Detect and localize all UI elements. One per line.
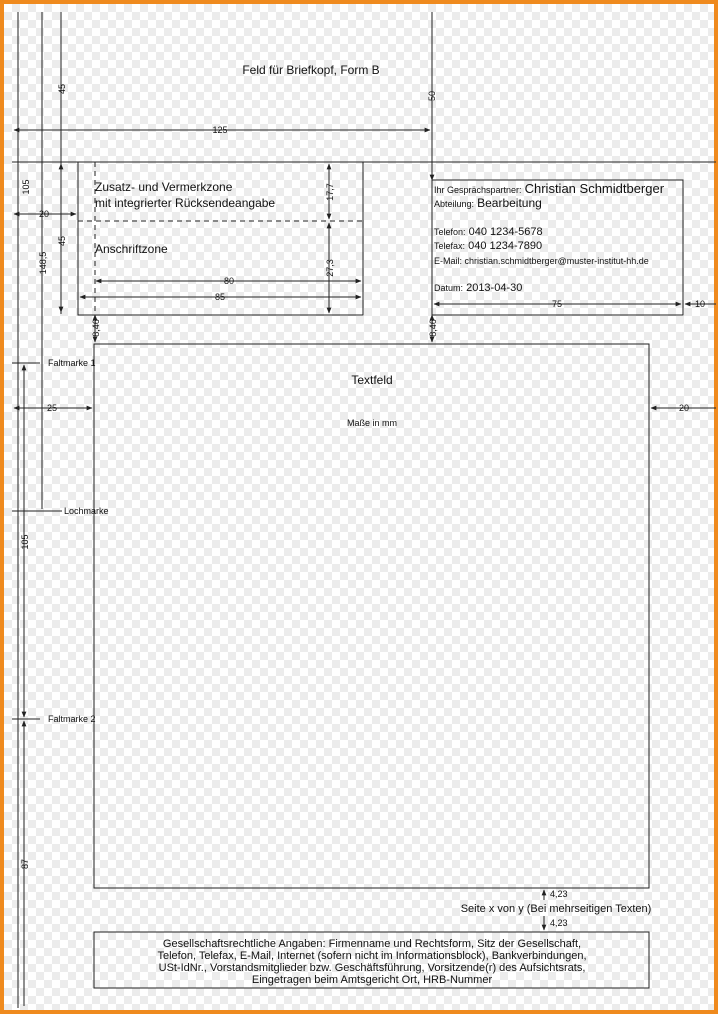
- info-date: [434, 282, 522, 294]
- fax-label: Telefax:: [434, 241, 466, 251]
- dim-label-20-right: 20: [678, 403, 690, 413]
- date-label: Datum:: [434, 283, 464, 293]
- email-value: christian.schmidtberger@muster-institut-hh.de: [464, 256, 649, 266]
- contact-label: Ihr Gesprächspartner:: [434, 185, 522, 195]
- dim-label-50: 50: [427, 90, 437, 102]
- fold-mark-2-label: Faltmarke 2: [48, 714, 96, 724]
- text-field-title: Textfeld: [351, 373, 393, 387]
- info-contact: [434, 181, 665, 196]
- page-number-label: Seite x von y (Bei mehrseitigen Texten): [460, 903, 652, 915]
- date-value: 2013-04-30: [466, 282, 523, 294]
- info-phone: [434, 226, 543, 238]
- dim-label-80: 80: [223, 276, 235, 286]
- dim-label-4-23-a: 4,23: [550, 889, 568, 899]
- hole-mark-label: Lochmarke: [64, 506, 109, 516]
- fax-value: 040 1234-7890: [468, 240, 543, 252]
- dim-label-25: 25: [46, 403, 58, 413]
- dim-label-8-46-right: 8,46: [428, 319, 438, 337]
- dim-label-20-left: 20: [38, 209, 50, 219]
- contact-value: Christian Schmidtberger: [524, 181, 665, 196]
- dim-label-75: 75: [551, 299, 563, 309]
- address-zone-label: Anschriftzone: [95, 242, 168, 256]
- dim-label-148-5: 148,5: [38, 251, 48, 275]
- zusatz-zone-line-2: mit integrierter Rücksendeangabe: [95, 196, 276, 210]
- dim-label-105-mid: 105: [20, 534, 30, 550]
- dim-label-27-3: 27,3: [325, 259, 335, 277]
- info-department: [434, 196, 542, 210]
- footer-line: Telefon, Telefax, E-Mail, Internet (sofern nicht im Informationsblock), Bankverbindungen,: [157, 950, 587, 962]
- dim-label-17-7: 17,7: [325, 183, 335, 201]
- dim-label-105-top: 105: [21, 179, 31, 195]
- dim-label-85: 85: [214, 292, 226, 302]
- fold-mark-1-label: Faltmarke 1: [48, 358, 96, 368]
- phone-label: Telefon:: [434, 227, 466, 237]
- dim-label-45-top: 45: [57, 83, 67, 95]
- email-label: E-Mail:: [434, 256, 463, 266]
- info-fax: [434, 240, 542, 252]
- dim-label-45-address: 45: [57, 235, 67, 247]
- dim-label-4-23-b: 4,23: [550, 918, 568, 928]
- dim-label-125: 125: [212, 125, 228, 135]
- header-field-label: Feld für Briefkopf, Form B: [242, 63, 380, 77]
- department-value: Bearbeitung: [477, 196, 542, 210]
- dim-label-8-46-left: 8,46: [91, 319, 101, 337]
- info-email: [434, 256, 649, 266]
- phone-value: 040 1234-5678: [468, 226, 543, 238]
- department-label: Abteilung:: [434, 199, 475, 209]
- footer-line: Eingetragen beim Amtsgericht Ort, HRB-Nummer: [251, 974, 493, 986]
- footer-line: USt-IdNr., Vorstandsmitglieder bzw. Geschäftsführung, Vorsitzende(r) des Aufsichtsrats,: [158, 962, 586, 974]
- footer-line: Gesellschaftsrechtliche Angaben: Firmenname und Rechtsform, Sitz der Gesellschaft,: [162, 938, 582, 950]
- dim-label-10: 10: [694, 299, 706, 309]
- text-field-subtitle: Maße in mm: [346, 418, 398, 428]
- dim-label-87: 87: [20, 858, 30, 870]
- zusatz-zone-line-1: Zusatz- und Vermerkzone: [95, 180, 233, 194]
- layout-diagram: [4, 4, 718, 1018]
